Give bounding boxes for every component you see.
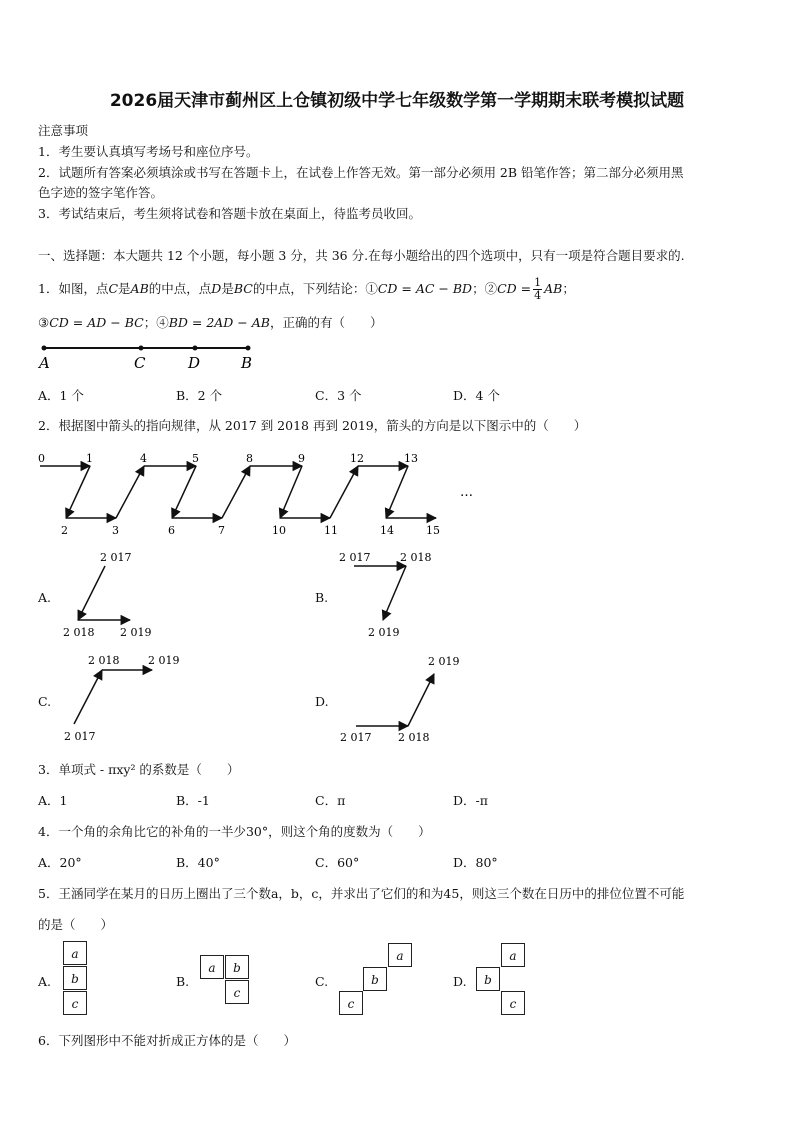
label-2019: 2 019: [368, 626, 400, 639]
q5-option-b-label: B.: [176, 974, 190, 989]
num-3: 3: [112, 524, 119, 537]
cell-b: b: [63, 966, 87, 990]
q1-text: 1．如图，点: [38, 281, 109, 296]
num-12: 12: [350, 452, 364, 465]
q5-option-c-label: C.: [315, 974, 329, 989]
q3-option-c: C．π: [315, 793, 346, 808]
q1-text: 的中点，下列结论：①: [252, 281, 378, 296]
question-5-stem-1: 5．王涵同学在某月的日历上圈出了三个数a，b，c，并求出了它们的和为45，则这三个数在日历中的排位位置不可能: [38, 886, 685, 901]
q1-equation: CD = AD − BC: [49, 315, 144, 330]
cell-b: b: [225, 955, 249, 979]
notice-item: 1．考生要认真填写考场号和座位序号。: [38, 144, 259, 159]
cell-c: c: [501, 991, 525, 1015]
cell-a: a: [501, 943, 525, 967]
point-a: [42, 346, 47, 351]
num-1: 1: [86, 452, 93, 465]
q2-option-c-figure: [60, 650, 190, 746]
num-8: 8: [246, 452, 253, 465]
cell-b: b: [476, 967, 500, 991]
q1-segment-figure: [34, 338, 264, 374]
num-10: 10: [272, 524, 286, 537]
q1-equation: AB: [544, 281, 563, 296]
section-heading: 一、选择题：本大题共 12 个小题，每小题 3 分，共 36 分.在每小题给出的四个选项中，只有一项是符合题目要求的.: [38, 248, 685, 263]
num-2: 2: [61, 524, 68, 537]
pattern-numbers: [38, 452, 473, 537]
q1-var: AB: [130, 281, 149, 296]
num-9: 9: [298, 452, 305, 465]
q1-text: ，正确的有（ ）: [269, 315, 383, 330]
q1-option-a: A．1 个: [38, 388, 84, 403]
label-2019: 2 019: [148, 654, 180, 667]
cell-c: c: [63, 991, 87, 1015]
label-2017: 2 017: [340, 731, 372, 744]
notice-item: 色字迹的签字笔作答。: [38, 185, 164, 200]
point-c: [139, 346, 144, 351]
num-0: 0: [38, 452, 45, 465]
q1-text: 的中点，点: [148, 281, 212, 296]
label-d: D: [188, 354, 201, 372]
q1-text: 是: [221, 281, 234, 296]
cell-c: c: [339, 991, 363, 1015]
label-2019: 2 019: [428, 655, 460, 668]
page-title: 2026届天津市蓟州区上仓镇初级中学七年级数学第一学期期末联考模拟试题: [109, 91, 685, 111]
q1-var: C: [108, 281, 119, 296]
question-6-stem: 6．下列图形中不能对折成正方体的是（ ）: [38, 1033, 296, 1048]
num-6: 6: [168, 524, 175, 537]
question-2-stem: 2．根据图中箭头的指向规律，从 2017 到 2018 再到 2019，箭头的方向是以下图示中的（ ）: [38, 418, 587, 433]
label-2017: 2 017: [64, 730, 96, 743]
q1-var: BC: [233, 281, 253, 296]
q1-text: ；: [562, 281, 575, 296]
label-2018: 2 018: [63, 626, 95, 639]
notice-item: 2．试题所有答案必须填涂或书写在答题卡上，在试卷上作答无效。第一部分必须用 2B 铅笔作答；第二部分必须用黑: [38, 165, 684, 180]
pattern-arrows: [40, 466, 436, 518]
q1-equation: CD =: [497, 281, 532, 296]
label-a: A: [39, 354, 50, 372]
q5-option-a-label: A.: [38, 974, 52, 989]
label-2017: 2 017: [339, 551, 371, 564]
fraction-numerator: 1: [534, 276, 542, 289]
q1-text: ；④: [143, 315, 169, 330]
q4-option-d: D．80°: [453, 855, 498, 870]
q2-option-d-label: D.: [315, 694, 329, 709]
label-2017: 2 017: [100, 551, 132, 564]
num-5: 5: [192, 452, 199, 465]
label-2018: 2 018: [398, 731, 430, 744]
q2-option-a-figure: [60, 548, 170, 642]
q3-option-b: B．-1: [176, 793, 210, 808]
q1-fraction: [533, 277, 542, 302]
q2-option-b-figure: [336, 548, 446, 642]
q1-text: ；②: [472, 281, 498, 296]
label-c: C: [134, 354, 146, 372]
point-d: [193, 346, 198, 351]
num-11: 11: [324, 524, 338, 537]
num-13: 13: [404, 452, 418, 465]
num-4: 4: [140, 452, 147, 465]
q2-option-c-label: C.: [38, 694, 52, 709]
q2-option-b-label: B.: [315, 590, 329, 605]
notice-heading: 注意事项: [38, 123, 89, 138]
num-7: 7: [218, 524, 225, 537]
q4-option-c: C．60°: [315, 855, 360, 870]
q1-option-c: C．3 个: [315, 388, 362, 403]
label-2018: 2 018: [88, 654, 120, 667]
cell-c: c: [225, 980, 249, 1004]
q1-text: ③: [38, 315, 50, 330]
q4-option-b: B．40°: [176, 855, 220, 870]
q1-text: 是: [118, 281, 131, 296]
ellipsis: …: [460, 485, 473, 500]
question-5-stem-2: 的是（ ）: [38, 917, 114, 932]
label-b: B: [241, 354, 253, 372]
cell-a: a: [63, 941, 87, 965]
q1-option-b: B．2 个: [176, 388, 223, 403]
q5-option-d-label: D.: [453, 974, 467, 989]
cell-b: b: [363, 967, 387, 991]
notice-item: 3．考试结束后，考生须将试卷和答题卡放在桌面上，待监考员收回。: [38, 206, 421, 221]
num-14: 14: [380, 524, 394, 537]
q1-equation: BD = 2AD − AB: [168, 315, 270, 330]
q1-var: D: [211, 281, 222, 296]
q2-option-a-label: A.: [38, 590, 52, 605]
label-2019: 2 019: [120, 626, 152, 639]
fraction-denominator: 4: [534, 289, 542, 302]
cell-a: a: [388, 943, 412, 967]
num-15: 15: [426, 524, 440, 537]
q1-equation: CD = AC − BD: [377, 281, 473, 296]
question-4-stem: 4．一个角的余角比它的补角的一半少30°，则这个角的度数为（ ）: [38, 824, 431, 839]
question-1-line-2: [38, 313, 382, 331]
point-b: [246, 346, 251, 351]
q3-option-a: A．1: [38, 793, 68, 808]
q2-option-d-figure: [336, 652, 466, 746]
q3-option-d: D．-π: [453, 793, 488, 808]
question-1-line-1: [38, 277, 575, 302]
q4-option-a: A．20°: [38, 855, 82, 870]
label-2018: 2 018: [400, 551, 432, 564]
question-3-stem: 3．单项式 - πxy² 的系数是（ ）: [38, 762, 240, 777]
q2-arrow-pattern: [30, 444, 490, 544]
cell-a: a: [200, 955, 224, 979]
q1-option-d: D．4 个: [453, 388, 500, 403]
